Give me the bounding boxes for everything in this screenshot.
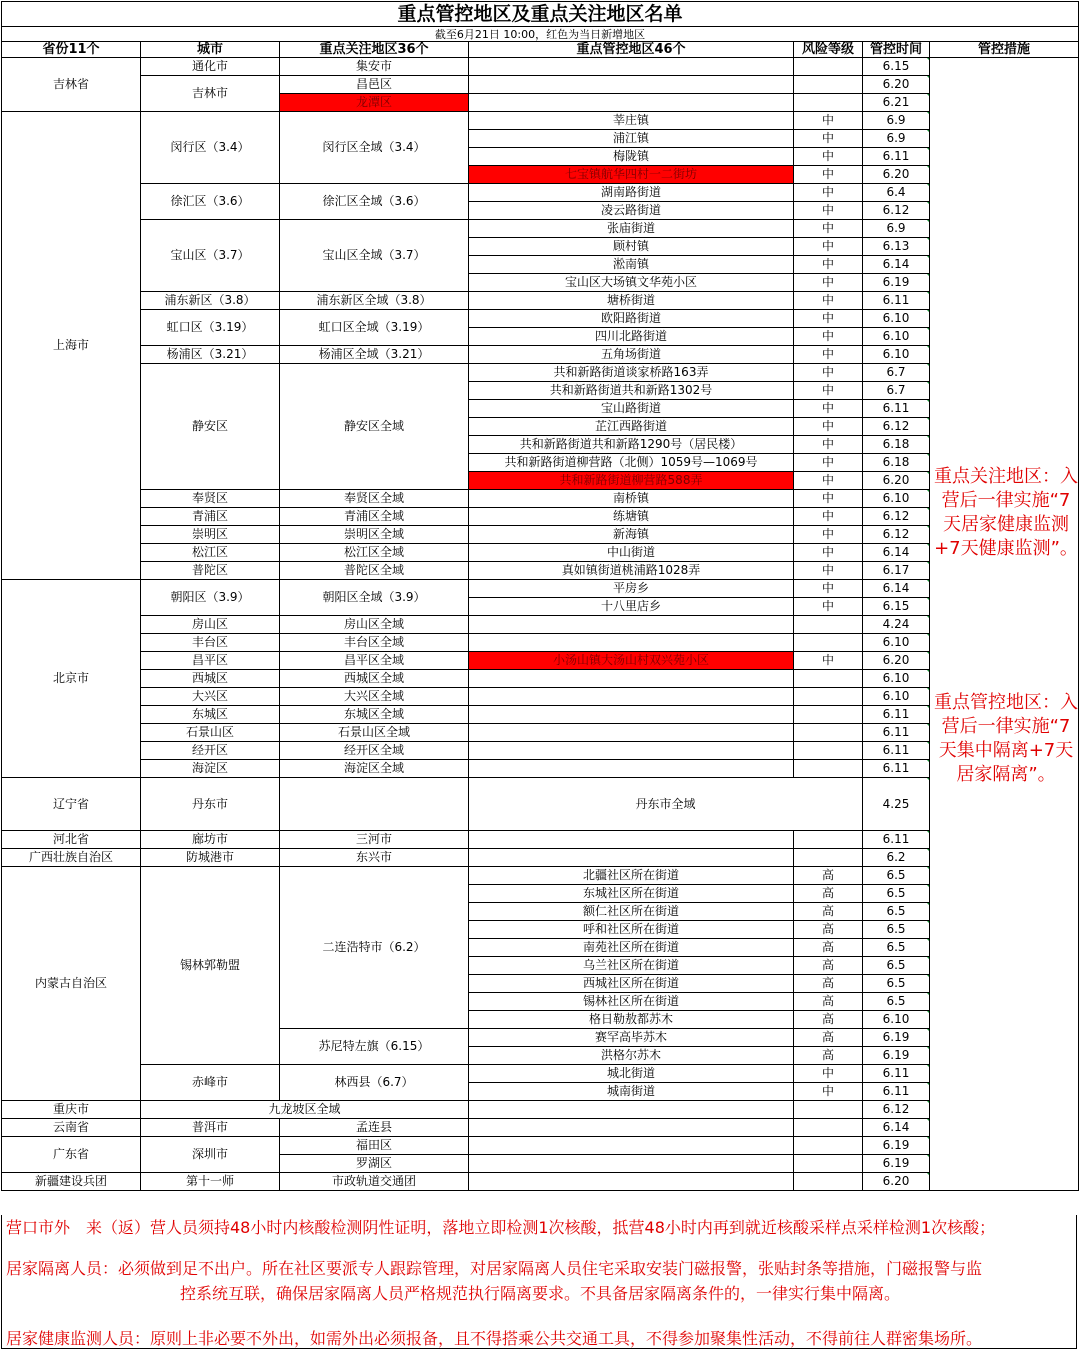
risk-cell: 中 bbox=[794, 364, 863, 382]
focus-cell: 东兴市 bbox=[280, 849, 469, 867]
time-cell: 6.12 bbox=[863, 526, 930, 544]
focus-cell: 静安区全域 bbox=[280, 364, 469, 490]
control-cell: 浦江镇 bbox=[469, 130, 794, 148]
time-cell: 6.15 bbox=[863, 598, 930, 616]
risk-cell: 中 bbox=[794, 598, 863, 616]
control-cell: 欧阳路街道 bbox=[469, 310, 794, 328]
city-cell: 房山区 bbox=[141, 616, 280, 634]
control-cell: 芷江西路街道 bbox=[469, 418, 794, 436]
focus-cell: 集安市 bbox=[280, 58, 469, 76]
time-cell: 6.19 bbox=[863, 274, 930, 292]
focus-cell: 市政轨道交通团 bbox=[280, 1173, 469, 1191]
control-cell: 丹东市全域 bbox=[469, 778, 863, 831]
control-cell-new: 七宝镇航华四村一二街坊 bbox=[469, 166, 794, 184]
time-cell: 6.11 bbox=[863, 1065, 930, 1083]
control-cell: 格日勒敖都苏木 bbox=[469, 1011, 794, 1029]
page-title: 重点管控地区及重点关注地区名单 bbox=[2, 2, 1079, 27]
time-cell: 6.20 bbox=[863, 76, 930, 94]
time-cell: 6.10 bbox=[863, 328, 930, 346]
city-cell: 奉贤区 bbox=[141, 490, 280, 508]
focus-cell-new: 龙潭区 bbox=[280, 94, 469, 112]
header-time: 管控时间 bbox=[863, 42, 930, 58]
city-cell: 普陀区 bbox=[141, 562, 280, 580]
city-cell: 徐汇区（3.6） bbox=[141, 184, 280, 220]
footer-notice bbox=[1, 1215, 1077, 1349]
time-cell: 6.14 bbox=[863, 544, 930, 562]
focus-cell: 西城区全域 bbox=[280, 670, 469, 688]
time-cell: 6.12 bbox=[863, 508, 930, 526]
risk-cell: 中 bbox=[794, 220, 863, 238]
city-cell: 海淀区 bbox=[141, 760, 280, 778]
focus-cell: 杨浦区全域（3.21） bbox=[280, 346, 469, 364]
time-cell: 6.18 bbox=[863, 436, 930, 454]
time-cell: 6.13 bbox=[863, 238, 930, 256]
risk-cell: 中 bbox=[794, 346, 863, 364]
time-cell: 6.10 bbox=[863, 688, 930, 706]
province-cell: 北京市 bbox=[2, 580, 141, 778]
time-cell: 6.10 bbox=[863, 634, 930, 652]
focus-cell: 丰台区全域 bbox=[280, 634, 469, 652]
time-cell: 6.5 bbox=[863, 957, 930, 975]
province-cell: 河北省 bbox=[2, 831, 141, 849]
control-cell: 额仁社区所在街道 bbox=[469, 903, 794, 921]
risk-cell: 中 bbox=[794, 490, 863, 508]
footer-line-isolation-1: 居家隔离人员：必须做到足不出户。所在社区要派专人跟踪管理，对居家隔离人员住宅采取安装门磁报警，张贴封条等措施，门磁报警与监 bbox=[6, 1259, 983, 1278]
control-cell: 锡林社区所在街道 bbox=[469, 993, 794, 1011]
control-cell: 湖南路街道 bbox=[469, 184, 794, 202]
focus-cell: 奉贤区全域 bbox=[280, 490, 469, 508]
risk-cell: 中 bbox=[794, 1065, 863, 1083]
city-cell: 宝山区（3.7） bbox=[141, 220, 280, 292]
control-cell: 赛罕高毕苏木 bbox=[469, 1029, 794, 1047]
control-cell: 乌兰社区所在街道 bbox=[469, 957, 794, 975]
focus-cell: 宝山区全域（3.7） bbox=[280, 220, 469, 292]
city-cell: 通化市 bbox=[141, 58, 280, 76]
control-cell: 十八里店乡 bbox=[469, 598, 794, 616]
focus-cell: 房山区全域 bbox=[280, 616, 469, 634]
risk-cell: 高 bbox=[794, 993, 863, 1011]
focus-cell: 徐汇区全域（3.6） bbox=[280, 184, 469, 220]
time-cell: 6.11 bbox=[863, 292, 930, 310]
control-cell: 宝山区大场镇文华苑小区 bbox=[469, 274, 794, 292]
risk-cell: 中 bbox=[794, 238, 863, 256]
province-cell: 上海市 bbox=[2, 112, 141, 580]
focus-cell: 昌邑区 bbox=[280, 76, 469, 94]
focus-cell: 海淀区全域 bbox=[280, 760, 469, 778]
control-cell: 洪格尔苏木 bbox=[469, 1047, 794, 1065]
control-cell: 练塘镇 bbox=[469, 508, 794, 526]
risk-cell: 中 bbox=[794, 418, 863, 436]
control-cell: 共和新路街道共和新路1290号（居民楼） bbox=[469, 436, 794, 454]
city-cell: 松江区 bbox=[141, 544, 280, 562]
control-cell: 塘桥街道 bbox=[469, 292, 794, 310]
focus-cell: 九龙坡区全域 bbox=[141, 1101, 469, 1119]
control-cell: 呼和社区所在街道 bbox=[469, 921, 794, 939]
city-cell: 廊坊市 bbox=[141, 831, 280, 849]
city-cell: 杨浦区（3.21） bbox=[141, 346, 280, 364]
risk-cell: 中 bbox=[794, 472, 863, 490]
focus-cell: 经开区全域 bbox=[280, 742, 469, 760]
time-cell: 6.20 bbox=[863, 652, 930, 670]
header-risk: 风险等级 bbox=[794, 42, 863, 58]
risk-cell: 中 bbox=[794, 436, 863, 454]
risk-cell: 高 bbox=[794, 1029, 863, 1047]
risk-cell: 中 bbox=[794, 526, 863, 544]
time-cell: 6.11 bbox=[863, 760, 930, 778]
time-cell: 6.11 bbox=[863, 742, 930, 760]
city-cell: 大兴区 bbox=[141, 688, 280, 706]
time-cell: 6.12 bbox=[863, 202, 930, 220]
province-cell: 辽宁省 bbox=[2, 778, 141, 831]
header-province: 省份11个 bbox=[2, 42, 141, 58]
time-cell: 6.19 bbox=[863, 1137, 930, 1155]
city-cell: 第十一师 bbox=[141, 1173, 280, 1191]
time-cell: 6.18 bbox=[863, 454, 930, 472]
city-cell: 防城港市 bbox=[141, 849, 280, 867]
time-cell: 6.20 bbox=[863, 166, 930, 184]
focus-cell: 昌平区全域 bbox=[280, 652, 469, 670]
risk-cell: 中 bbox=[794, 112, 863, 130]
time-cell: 6.19 bbox=[863, 1155, 930, 1173]
risk-cell: 中 bbox=[794, 328, 863, 346]
time-cell: 6.11 bbox=[863, 706, 930, 724]
time-cell: 6.5 bbox=[863, 993, 930, 1011]
focus-cell: 三河市 bbox=[280, 831, 469, 849]
focus-cell: 青浦区全域 bbox=[280, 508, 469, 526]
risk-cell: 中 bbox=[794, 382, 863, 400]
focus-cell: 浦东新区全域（3.8） bbox=[280, 292, 469, 310]
header-city: 城市 bbox=[141, 42, 280, 58]
risk-cell: 高 bbox=[794, 903, 863, 921]
city-cell: 丹东市 bbox=[141, 778, 280, 831]
control-cell: 城南街道 bbox=[469, 1083, 794, 1101]
control-cell: 中山街道 bbox=[469, 544, 794, 562]
control-cell: 新海镇 bbox=[469, 526, 794, 544]
focus-cell: 林西县（6.7） bbox=[280, 1065, 469, 1101]
city-cell: 崇明区 bbox=[141, 526, 280, 544]
risk-cell: 中 bbox=[794, 562, 863, 580]
risk-cell: 中 bbox=[794, 292, 863, 310]
time-cell: 6.11 bbox=[863, 1083, 930, 1101]
city-cell: 锡林郭勒盟 bbox=[141, 867, 280, 1065]
control-cell: 共和新路街道共和新路1302号 bbox=[469, 382, 794, 400]
time-cell: 6.19 bbox=[863, 1029, 930, 1047]
focus-cell: 松江区全域 bbox=[280, 544, 469, 562]
time-cell: 6.5 bbox=[863, 867, 930, 885]
header-focus: 重点关注地区36个 bbox=[280, 42, 469, 58]
focus-cell: 东城区全域 bbox=[280, 706, 469, 724]
time-cell: 6.12 bbox=[863, 1101, 930, 1119]
city-cell: 吉林市 bbox=[141, 76, 280, 112]
risk-cell: 高 bbox=[794, 921, 863, 939]
focus-cell: 朝阳区全域（3.9） bbox=[280, 580, 469, 616]
control-cell: 莘庄镇 bbox=[469, 112, 794, 130]
control-cell: 宝山路街道 bbox=[469, 400, 794, 418]
time-cell: 6.10 bbox=[863, 1011, 930, 1029]
time-cell: 4.24 bbox=[863, 616, 930, 634]
focus-cell: 孟连县 bbox=[280, 1119, 469, 1137]
risk-cell: 中 bbox=[794, 580, 863, 598]
city-cell: 经开区 bbox=[141, 742, 280, 760]
control-cell: 四川北路街道 bbox=[469, 328, 794, 346]
risk-cell: 中 bbox=[794, 184, 863, 202]
time-cell: 6.7 bbox=[863, 382, 930, 400]
control-cell: 北疆社区所在街道 bbox=[469, 867, 794, 885]
city-cell: 朝阳区（3.9） bbox=[141, 580, 280, 616]
risk-cell: 高 bbox=[794, 957, 863, 975]
city-cell: 西城区 bbox=[141, 670, 280, 688]
control-cell: 南苑社区所在街道 bbox=[469, 939, 794, 957]
time-cell: 6.10 bbox=[863, 490, 930, 508]
focus-cell: 二连浩特市（6.2） bbox=[280, 867, 469, 1029]
focus-cell: 虹口区全域（3.19） bbox=[280, 310, 469, 346]
city-cell: 丰台区 bbox=[141, 634, 280, 652]
header-control: 重点管控地区46个 bbox=[469, 42, 794, 58]
risk-cell: 中 bbox=[794, 310, 863, 328]
risk-cell: 高 bbox=[794, 885, 863, 903]
time-cell: 6.4 bbox=[863, 184, 930, 202]
risk-cell: 中 bbox=[794, 454, 863, 472]
control-cell: 东城社区所在街道 bbox=[469, 885, 794, 903]
province-cell: 重庆市 bbox=[2, 1101, 141, 1119]
time-cell: 6.17 bbox=[863, 562, 930, 580]
province-cell: 新疆建设兵团 bbox=[2, 1173, 141, 1191]
subtitle: 截至6月21日 10:00，红色为当日新增地区 bbox=[2, 27, 1079, 42]
header-measures: 管控措施 bbox=[930, 42, 1079, 58]
risk-cell: 高 bbox=[794, 1047, 863, 1065]
risk-cell: 中 bbox=[794, 148, 863, 166]
time-cell: 6.14 bbox=[863, 1119, 930, 1137]
time-cell: 6.7 bbox=[863, 364, 930, 382]
city-cell: 闵行区（3.4） bbox=[141, 112, 280, 184]
time-cell: 6.20 bbox=[863, 1173, 930, 1191]
focus-cell: 苏尼特左旗（6.15） bbox=[280, 1029, 469, 1065]
risk-cell: 中 bbox=[794, 274, 863, 292]
time-cell: 6.9 bbox=[863, 220, 930, 238]
control-cell-new: 共和新路街道柳营路588弄 bbox=[469, 472, 794, 490]
risk-cell: 高 bbox=[794, 867, 863, 885]
time-cell: 6.10 bbox=[863, 670, 930, 688]
focus-cell: 福田区 bbox=[280, 1137, 469, 1155]
city-cell: 虹口区（3.19） bbox=[141, 310, 280, 346]
time-cell: 6.5 bbox=[863, 903, 930, 921]
province-cell: 吉林省 bbox=[2, 58, 141, 112]
control-cell: 淞南镇 bbox=[469, 256, 794, 274]
footer-line-isolation-2: 控系统互联，确保居家隔离人员严格规范执行隔离要求。不具备居家隔离条件的，一律实行集中隔离。 bbox=[179, 1284, 900, 1303]
area-table bbox=[1, 1, 1079, 1191]
control-cell: 西城社区所在街道 bbox=[469, 975, 794, 993]
province-cell: 广西壮族自治区 bbox=[2, 849, 141, 867]
time-cell: 6.15 bbox=[863, 58, 930, 76]
focus-cell: 石景山区全域 bbox=[280, 724, 469, 742]
control-cell: 凌云路街道 bbox=[469, 202, 794, 220]
footer-line-monitoring: 居家健康监测人员：原则上非必要不外出，如需外出必须报备，且不得搭乘公共交通工具，不得参加聚集性活动，不得前往人群密集场所。 bbox=[6, 1329, 983, 1348]
city-cell: 浦东新区（3.8） bbox=[141, 292, 280, 310]
control-cell-new: 小汤山镇大汤山村双兴苑小区 bbox=[469, 652, 794, 670]
footer-line-arrival: 营口市外 来（返）营人员须持48小时内核酸检测阴性证明，落地立即检测1次核酸，抵营48小时内再到就近核酸采样点采样检测1次核酸； bbox=[6, 1218, 996, 1237]
risk-cell: 中 bbox=[794, 166, 863, 184]
time-cell: 6.10 bbox=[863, 310, 930, 328]
measures-cell bbox=[930, 58, 1079, 1191]
city-cell: 青浦区 bbox=[141, 508, 280, 526]
time-cell: 6.5 bbox=[863, 975, 930, 993]
risk-cell: 中 bbox=[794, 544, 863, 562]
city-cell: 赤峰市 bbox=[141, 1065, 280, 1101]
risk-cell: 中 bbox=[794, 202, 863, 220]
risk-cell: 中 bbox=[794, 130, 863, 148]
time-cell: 4.25 bbox=[863, 778, 930, 831]
control-cell: 梅陇镇 bbox=[469, 148, 794, 166]
city-cell: 深圳市 bbox=[141, 1137, 280, 1173]
time-cell: 6.2 bbox=[863, 849, 930, 867]
province-cell: 广东省 bbox=[2, 1137, 141, 1173]
time-cell: 6.11 bbox=[863, 148, 930, 166]
risk-cell: 高 bbox=[794, 1011, 863, 1029]
time-cell: 6.5 bbox=[863, 939, 930, 957]
city-cell: 普洱市 bbox=[141, 1119, 280, 1137]
focus-cell: 崇明区全域 bbox=[280, 526, 469, 544]
time-cell: 6.11 bbox=[863, 724, 930, 742]
province-cell: 云南省 bbox=[2, 1119, 141, 1137]
control-cell: 真如镇街道桃浦路1028弄 bbox=[469, 562, 794, 580]
time-cell: 6.11 bbox=[863, 400, 930, 418]
control-cell: 平房乡 bbox=[469, 580, 794, 598]
control-cell: 张庙街道 bbox=[469, 220, 794, 238]
time-cell: 6.9 bbox=[863, 112, 930, 130]
focus-cell: 闵行区全域（3.4） bbox=[280, 112, 469, 184]
risk-cell: 中 bbox=[794, 652, 863, 670]
time-cell: 6.5 bbox=[863, 921, 930, 939]
footer-home-isolation bbox=[6, 1256, 1074, 1306]
risk-cell: 中 bbox=[794, 400, 863, 418]
focus-area-note: 重点关注地区：入营后一律实施“7天居家健康监测+7天健康监测”。 bbox=[934, 466, 1078, 559]
city-cell: 东城区 bbox=[141, 706, 280, 724]
control-cell: 五角场街道 bbox=[469, 346, 794, 364]
city-cell: 静安区 bbox=[141, 364, 280, 490]
time-cell: 6.14 bbox=[863, 256, 930, 274]
time-cell: 6.21 bbox=[863, 94, 930, 112]
control-cell: 南桥镇 bbox=[469, 490, 794, 508]
header-row bbox=[2, 42, 1079, 58]
time-cell: 6.9 bbox=[863, 130, 930, 148]
control-cell: 共和新路街道谈家桥路163弄 bbox=[469, 364, 794, 382]
time-cell: 6.19 bbox=[863, 1047, 930, 1065]
province-cell: 内蒙古自治区 bbox=[2, 867, 141, 1101]
time-cell: 6.5 bbox=[863, 885, 930, 903]
time-cell: 6.10 bbox=[863, 346, 930, 364]
time-cell: 6.11 bbox=[863, 831, 930, 849]
time-cell: 6.12 bbox=[863, 418, 930, 436]
risk-cell: 中 bbox=[794, 256, 863, 274]
focus-cell: 大兴区全域 bbox=[280, 688, 469, 706]
city-cell: 昌平区 bbox=[141, 652, 280, 670]
risk-cell: 高 bbox=[794, 939, 863, 957]
risk-cell: 中 bbox=[794, 1083, 863, 1101]
risk-cell: 中 bbox=[794, 508, 863, 526]
risk-cell: 高 bbox=[794, 975, 863, 993]
control-cell: 城北街道 bbox=[469, 1065, 794, 1083]
control-area-note: 重点管控地区：入营后一律实施“7天集中隔离+7天居家隔离”。 bbox=[934, 692, 1078, 785]
time-cell: 6.20 bbox=[863, 472, 930, 490]
city-cell: 石景山区 bbox=[141, 724, 280, 742]
focus-cell: 普陀区全域 bbox=[280, 562, 469, 580]
focus-cell: 罗湖区 bbox=[280, 1155, 469, 1173]
time-cell: 6.14 bbox=[863, 580, 930, 598]
control-cell: 共和新路街道柳营路（北侧）1059号—1069号 bbox=[469, 454, 794, 472]
control-cell: 顾村镇 bbox=[469, 238, 794, 256]
